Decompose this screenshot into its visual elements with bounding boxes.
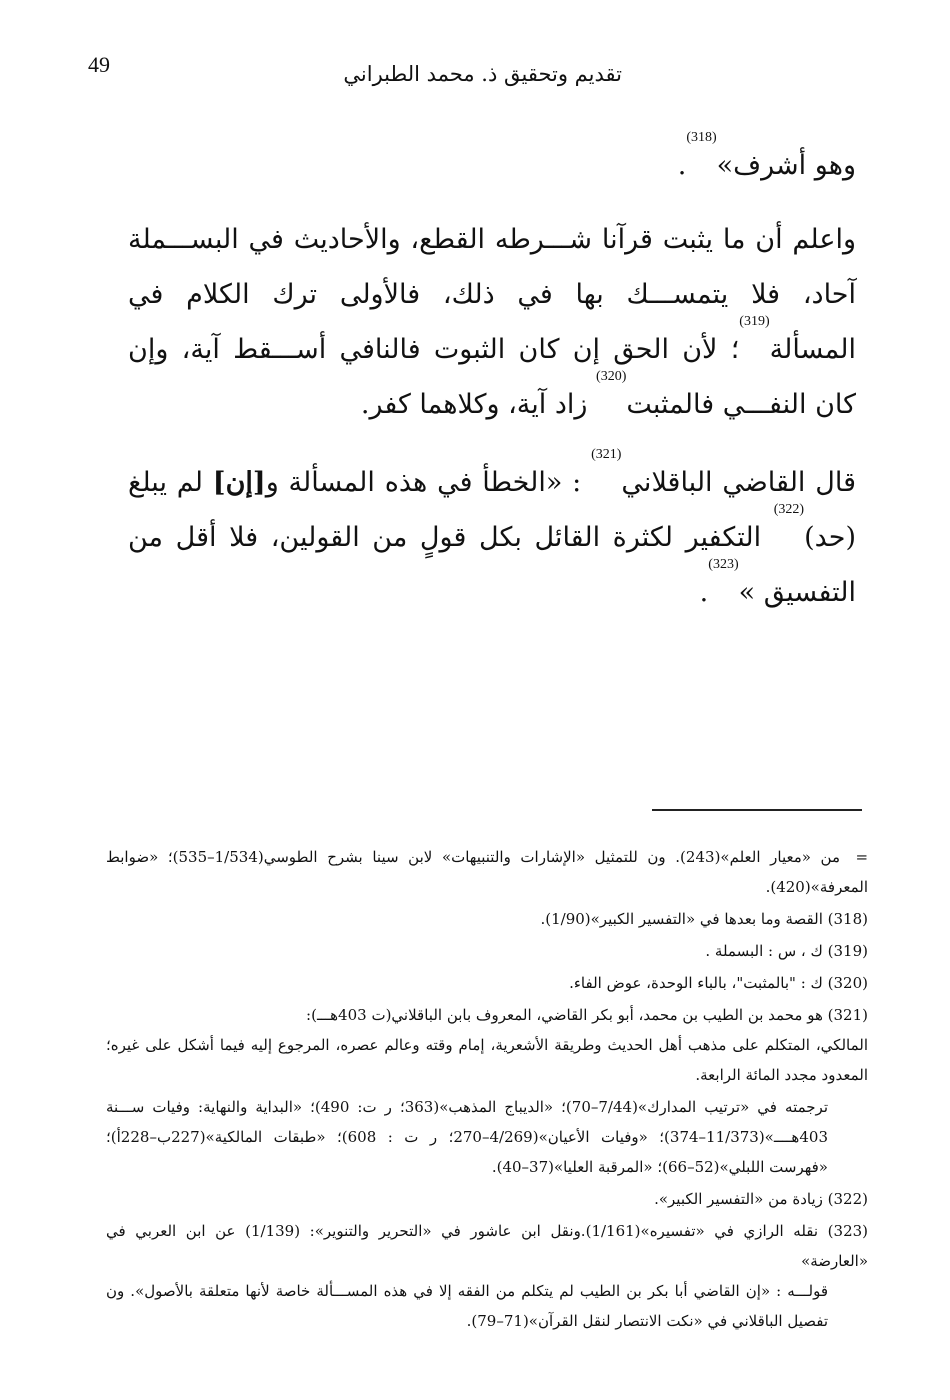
- footnote-321-sources: ترجمته في «ترتيب المدارك»(7/44–70)؛ «الديباج المذهب»(363؛ ر ت: 490)؛ «البداية والنهاية: وفيات ســـنة 403هــــ»(11/373–374)؛ «وفيات الأعيان»(4/269–270؛ ر ت : 608)؛ «طبقات المالكية»(227ب–228أ)؛ «فهرست اللبلي»(52–66)؛ «المرقبة العليا»(37–40).: [106, 1098, 828, 1176]
- p3-part-c: لم يبلغ (حد): [128, 467, 856, 553]
- footnote-321-second: المالكي، المتكلم على مذهب أهل الحديث وطريقة الأشعرية، إمام وقته وعالم عصره، المرجوع إليه فيما أشكل على غيره؛ المعدود مجدد المائة الرابعة.: [106, 1036, 868, 1084]
- running-title: تقديم وتحقيق ذ. محمد الطبراني: [343, 62, 622, 86]
- p3-bold-insert: [إن]: [212, 467, 266, 498]
- footnote-separator: [652, 809, 862, 811]
- footnote-ref-323[interactable]: (323): [708, 557, 739, 572]
- page-number: 49: [88, 52, 110, 77]
- footnote-continuation: [106, 842, 868, 902]
- footnote-322: (322) زيادة من «التفسير الكبير».: [654, 1190, 868, 1208]
- p3-part-a: قال القاضي الباقلاني: [621, 467, 856, 498]
- footnotes: [106, 842, 868, 1336]
- continuation-marker: =: [855, 848, 869, 866]
- p3-part-e: .: [699, 577, 709, 608]
- p2-part-b: ؛ لأن الحق إن كان الثبوت فالنافي أســـقط آية، وإن كان النفـــي فالمثبت: [128, 334, 856, 420]
- footnote-ref-319[interactable]: (319): [739, 314, 770, 329]
- footnote-ref-318[interactable]: (318): [686, 130, 717, 145]
- footnote-323-second: قولـــه : «إن القاضي أبا بكر بن الطيب لم يتكلم من الفقه إلا في هذه المســـألة خاصة لأنها متعلقة بالأصول». ون تفصيل الباقلاني في «نكت الانتصار لنقل القرآن»(71–79).: [106, 1282, 828, 1330]
- continuation-text: من «معيار العلم»(243). ون للتمثيل «الإشارات والتنبيهات» لابن سينا بشرح الطوسي(1/534–535)؛ «ضوابط المعرفة»(420).: [106, 848, 868, 896]
- footnote-319: (319) ك ، س : البسملة .: [705, 942, 868, 960]
- footnote-321-first: (321) هو محمد بن الطيب بن محمد، أبو بكر القاضي، المعروف بابن الباقلاني(ت 403هـــ):: [306, 1006, 868, 1024]
- p1-tail: .: [677, 150, 687, 181]
- footnote-323-first: (323) نقله الرازي في «تفسيره»(1/161).ونقل ابن عاشور في «التحرير والتنوير»: (1/139) عن ابن العربي في «العارضة»: [106, 1222, 869, 1270]
- footnote-ref-322[interactable]: (322): [773, 502, 805, 517]
- p1-text: وهو أشرف»: [716, 150, 856, 181]
- footnote-ref-321[interactable]: (321): [591, 447, 622, 462]
- p2-part-a: واعلم أن ما يثبت قرآنا شـــرطه القطع، والأحاديث في البســـملة آحاد، فلا يتمســـك بها في ذلك، فالأولى ترك الكلام في المسألة: [128, 224, 856, 365]
- p3-part-d: التكفير لكثرة القائل بكل قولٍ من القولين، فلا أقل من التفسيق »: [128, 522, 856, 608]
- p3-part-b: : «الخطأ في هذه المسألة و: [265, 467, 592, 498]
- footnote-318: (318) القصة وما بعدها في «التفسير الكبير»(1/90).: [540, 910, 868, 928]
- paragraph-1: [128, 130, 856, 193]
- paragraph-2: [128, 212, 856, 432]
- p2-part-c: زاد آية، وكلاهما كفر.: [360, 389, 597, 420]
- footnote-ref-320[interactable]: (320): [596, 369, 627, 384]
- paragraph-3: [128, 447, 856, 620]
- footnote-320: (320) ك : "بالمثبت"، بالباء الوحدة، عوض الفاء.: [569, 974, 868, 992]
